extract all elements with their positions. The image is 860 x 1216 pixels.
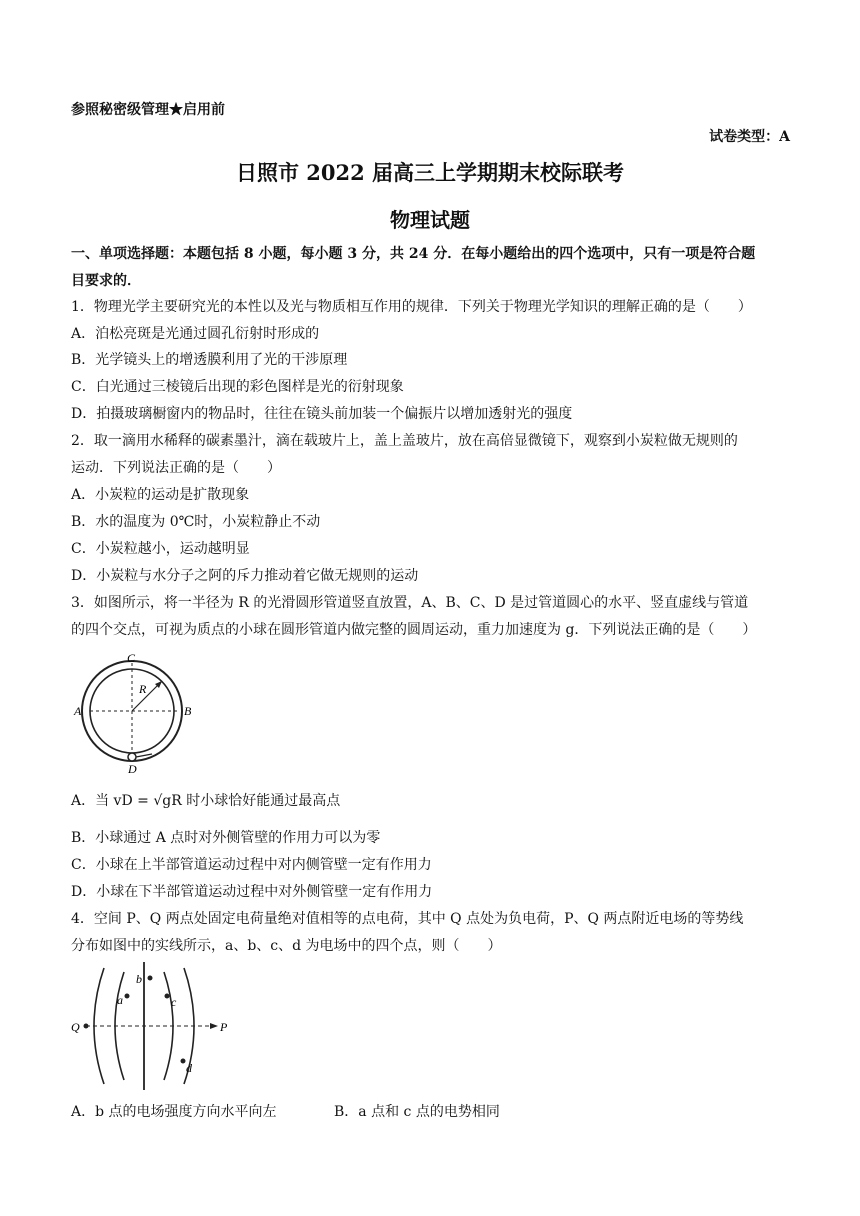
axis-arrowhead — [210, 1023, 218, 1029]
q2-option-d: D．小炭粒与水分子之阿的斥力推动着它做无规则的运动 — [71, 568, 419, 584]
secrecy-label: 参照秘密级管理★启用前 — [71, 102, 225, 118]
q2-option-b: B．水的温度为 0℃时，小炭粒静止不动 — [71, 514, 321, 530]
q3-circular-tube-figure — [66, 648, 206, 776]
q2-stem-line2: 运动．下列说法正确的是（ ） — [71, 460, 281, 476]
section1-heading-line1: 一、单项选择题：本题包括 8 小题，每小题 3 分，共 24 分．在每小题给出的四个选项中，只有一项是符合题 — [71, 246, 756, 262]
ball — [128, 753, 136, 761]
q3-option-b: B．小球通过 A 点时对外侧管壁的作用力可以为零 — [71, 830, 381, 846]
q4-option-a: A．b 点的电场强度方向水平向左 — [71, 1104, 277, 1120]
q4-option-b: B．a 点和 c 点的电势相同 — [334, 1104, 500, 1120]
q1-option-c: C．白光通过三棱镜后出现的彩色图样是光的衍射现象 — [71, 379, 404, 395]
q3-option-a: A．当 vD = √gR 时小球恰好能通过最高点 — [71, 793, 341, 809]
fig3-label-r: R — [139, 682, 147, 696]
section1-heading-line2: 目要求的． — [71, 273, 141, 289]
exam-title: 日照市 2022 届高三上学期期末校际联考 — [235, 160, 625, 185]
q2-option-c: C．小炭粒越小，运动越明显 — [71, 541, 250, 557]
fig3-label-b: B — [184, 704, 192, 718]
charge-q — [84, 1024, 89, 1029]
fig4-label-d: d — [186, 1061, 192, 1075]
q3-option-d: D．小球在下半部管道运动过程中对外侧管壁一定有作用力 — [71, 884, 433, 900]
point-a — [125, 994, 130, 999]
q2-option-a: A．小炭粒的运动是扩散现象 — [71, 487, 250, 503]
fig3-label-c: C — [127, 651, 136, 665]
q1-option-a: A．泊松亮斑是光通过圆孔衍射时形成的 — [71, 326, 320, 342]
q1-option-d: D．拍摄玻璃橱窗内的物品时，往往在镜头前加装一个偏振片以增加透射光的强度 — [71, 406, 573, 422]
q4-stem-line1: 4．空间 P、Q 两点处固定电荷量绝对值相等的点电荷，其中 Q 点处为负电荷，P、Q 两点附近电场的等势线 — [71, 911, 744, 927]
fig4-label-b: b — [136, 972, 142, 986]
point-c — [165, 994, 170, 999]
q3-stem-line1: 3．如图所示，将一半径为 R 的光滑圆形管道竖直放置，A、B、C、D 是过管道圆心的水平、竖直虚线与管道 — [71, 595, 749, 611]
q4-stem-line2: 分布如图中的实线所示，a、b、c、d 为电场中的四个点，则（ ） — [71, 938, 502, 954]
q3-option-c: C．小球在上半部管道运动过程中对内侧管壁一定有作用力 — [71, 857, 432, 873]
motion-arrow — [136, 754, 152, 757]
exam-subtitle: 物理试题 — [390, 208, 470, 232]
paper-type-label: 试卷类型：A — [709, 129, 790, 145]
q2-stem-line1: 2．取一滴用水稀释的碳素墨汁，滴在载玻片上，盖上盖玻片，放在高倍显微镜下，观察到小炭粒做无规则的 — [71, 433, 738, 449]
fig4-label-q: Q — [71, 1020, 80, 1034]
q3-stem-line2: 的四个交点，可视为质点的小球在圆形管道内做完整的圆周运动，重力加速度为 g．下列说法正确的是（ ） — [71, 622, 757, 638]
fig3-label-a: A — [74, 704, 82, 718]
q1-stem: 1．物理光学主要研究光的本性以及光与物质相互作用的规律．下列关于物理光学知识的理解正确的是（ ） — [71, 299, 752, 315]
q1-option-b: B．光学镜头上的增透膜利用了光的干涉原理 — [71, 352, 348, 368]
point-d — [181, 1059, 186, 1064]
fig4-label-c: c — [171, 995, 177, 1009]
fig4-label-p: P — [220, 1020, 228, 1034]
point-b — [148, 976, 153, 981]
fig4-label-a: a — [117, 993, 123, 1007]
q4-equipotential-figure — [66, 958, 236, 1093]
fig3-label-d: D — [128, 762, 137, 776]
